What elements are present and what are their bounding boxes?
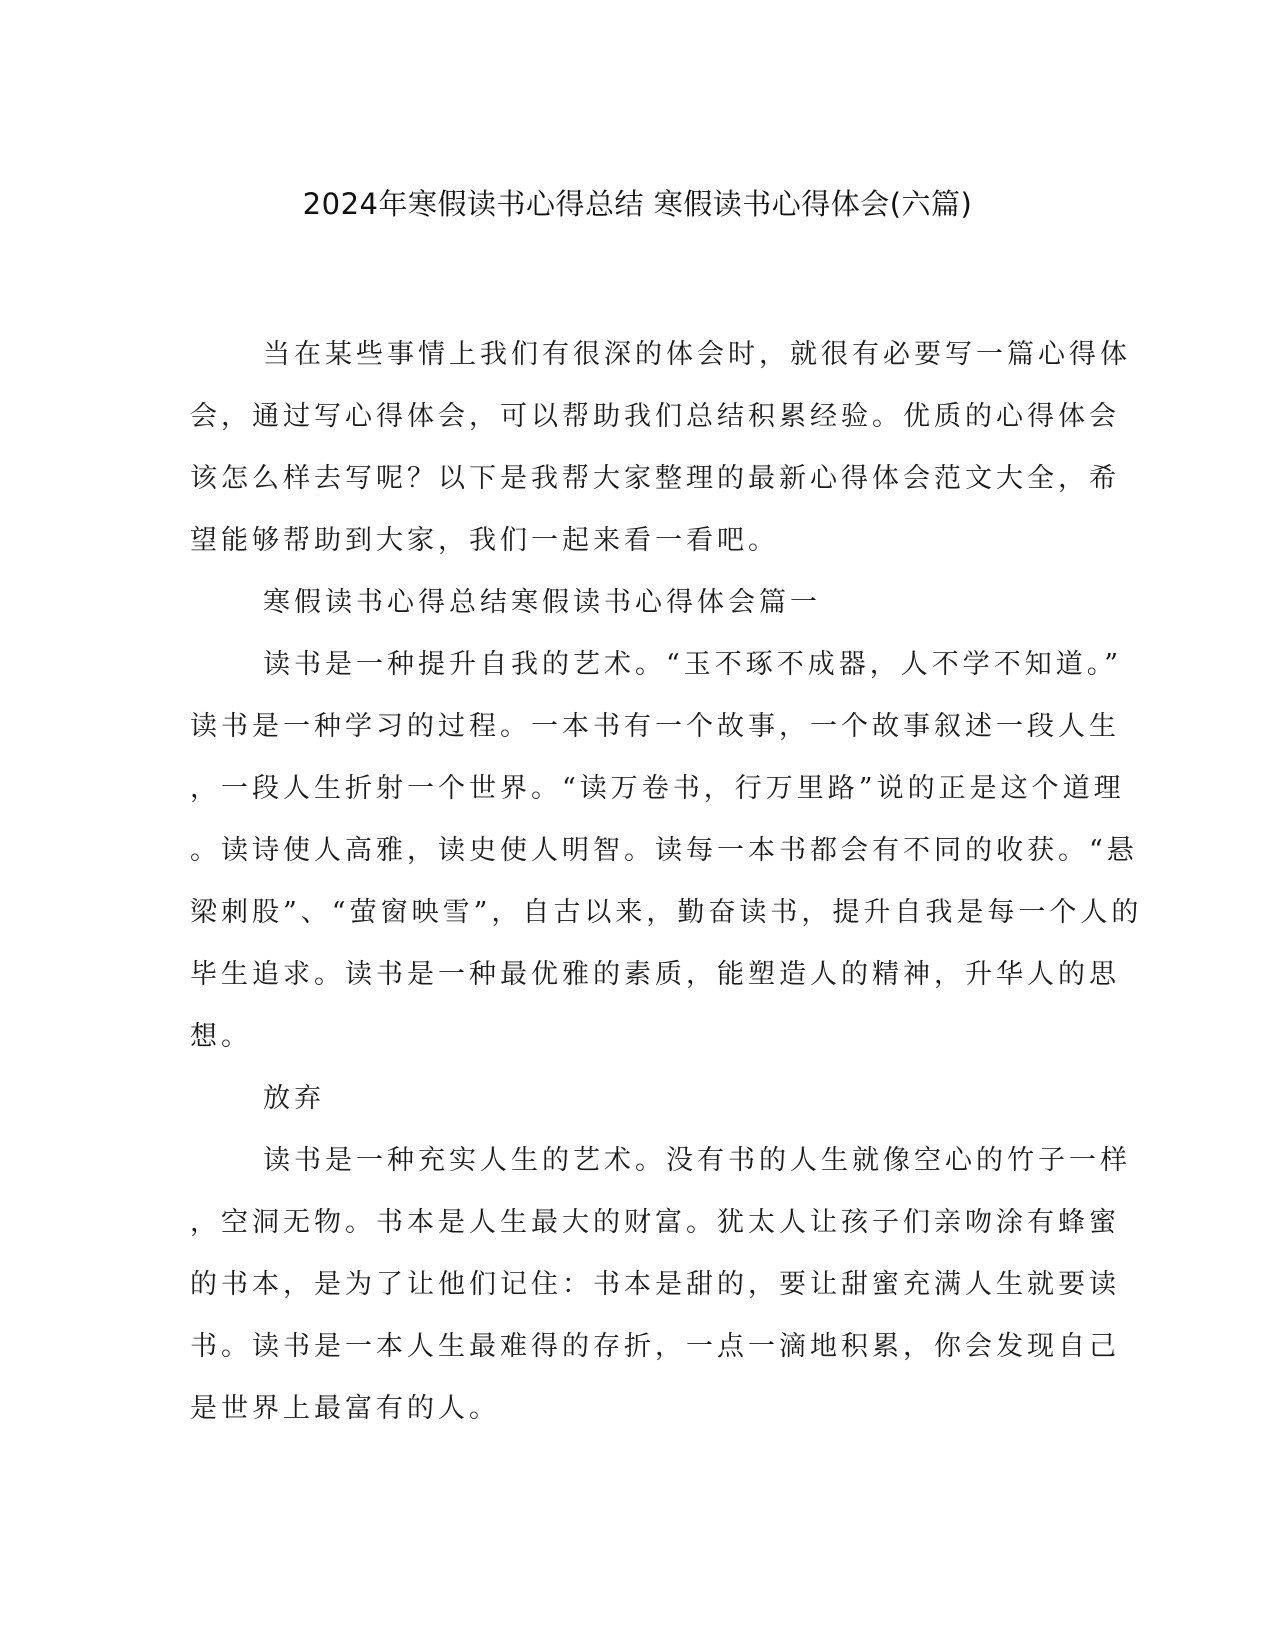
text-line: 放弃 <box>263 1083 325 1114</box>
text-line: 寒假读书心得总结寒假读书心得体会篇一 <box>263 587 821 618</box>
text-line: 读书是一种学习的过程。一本书有一个故事，一个故事叙述一段人生 <box>190 711 1120 742</box>
text-line: 当在某些事情上我们有很深的体会时，就很有必要写一篇心得体 <box>263 339 1131 370</box>
text-line: 的书本，是为了让他们记住：书本是甜的，要让甜蜜充满人生就要读 <box>190 1269 1120 1300</box>
text-line: 书。读书是一本人生最难得的存折，一点一滴地积累，你会发现自己 <box>190 1331 1120 1362</box>
text-line: ，空洞无物。书本是人生最大的财富。犹太人让孩子们亲吻涂有蜂蜜 <box>190 1207 1120 1238</box>
text-line: 想。 <box>190 1021 252 1052</box>
document-body <box>190 324 1143 1440</box>
text-line: 。读诗使人高雅，读史使人明智。读每一本书都会有不同的收获。“悬 <box>190 835 1138 866</box>
text-line: 是世界上最富有的人。 <box>190 1393 500 1424</box>
text-line: ，一段人生折射一个世界。“读万卷书，行万里路”说的正是这个道理 <box>190 773 1125 804</box>
text-line: 毕生追求。读书是一种最优雅的素质，能塑造人的精神，升华人的思 <box>190 959 1120 990</box>
section-heading <box>190 572 1090 634</box>
paragraph-reading-enriches-life <box>190 1130 1131 1440</box>
paragraph-reading-self-improvement <box>190 634 1143 1068</box>
text-line: 读书是一种充实人生的艺术。没有书的人生就像空心的竹子一样 <box>263 1145 1131 1176</box>
paragraph-intro <box>190 324 1131 572</box>
text-line: 该怎么样去写呢？以下是我帮大家整理的最新心得体会范文大全，希 <box>190 463 1120 494</box>
text-line: 梁刺股”、“萤窗映雪”，自古以来，勤奋读书，提升自我是每一个人的 <box>190 897 1143 928</box>
text-line: 望能够帮助到大家，我们一起来看一看吧。 <box>190 525 779 556</box>
document-title: 2024年寒假读书心得总结 寒假读书心得体会(六篇) <box>302 187 973 221</box>
paragraph-short <box>190 1068 1090 1130</box>
text-line: 读书是一种提升自我的艺术。“玉不琢不成器，人不学不知道。” <box>263 649 1123 680</box>
text-line: 会，通过写心得体会，可以帮助我们总结积累经验。优质的心得体会 <box>190 401 1120 432</box>
